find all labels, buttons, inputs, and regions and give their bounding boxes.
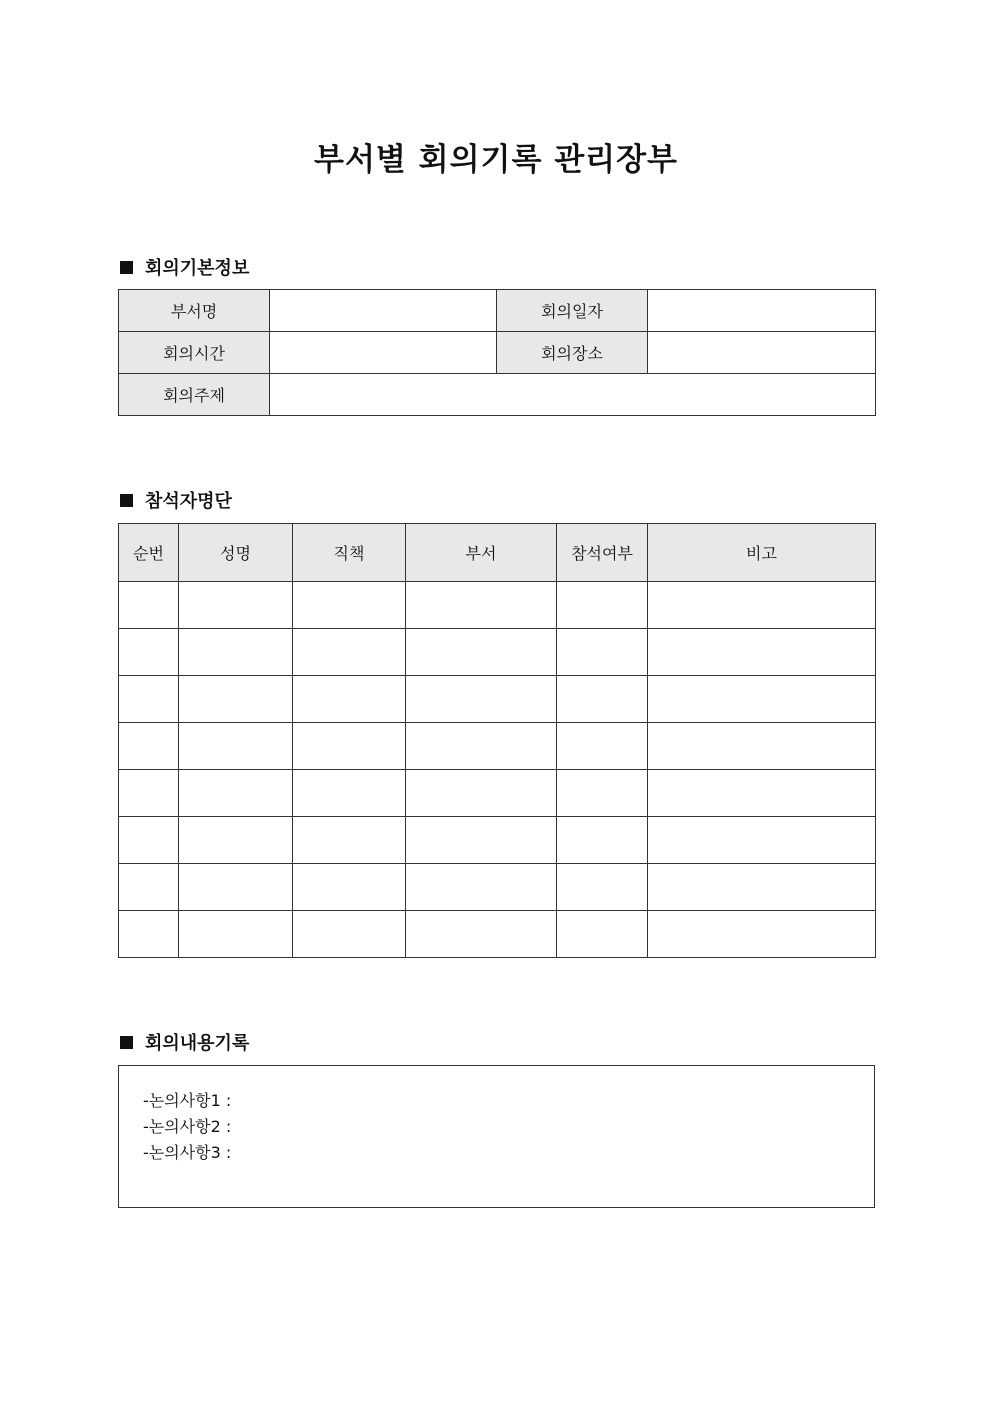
- position-cell[interactable]: [293, 629, 406, 676]
- name-cell[interactable]: [179, 582, 293, 629]
- attendance-cell[interactable]: [557, 817, 648, 864]
- number-cell[interactable]: [119, 676, 179, 723]
- table-row: [119, 332, 876, 374]
- discussion-item-1: -논의사항1 :: [143, 1091, 232, 1110]
- department-label: 부서명: [119, 290, 270, 332]
- remarks-cell[interactable]: [648, 723, 876, 770]
- meeting-content-heading-text: 회의내용기록: [145, 1033, 250, 1054]
- department-cell[interactable]: [406, 817, 557, 864]
- name-cell[interactable]: [179, 817, 293, 864]
- number-cell[interactable]: [119, 911, 179, 958]
- remarks-cell[interactable]: [648, 911, 876, 958]
- basic-info-heading: [120, 254, 249, 280]
- position-cell[interactable]: [293, 864, 406, 911]
- meeting-date-field[interactable]: [648, 290, 876, 332]
- column-header-department: 부서: [406, 524, 557, 582]
- document-title: 부서별 회의기록 관리장부: [314, 142, 678, 178]
- table-row: [119, 817, 876, 864]
- department-cell[interactable]: [406, 723, 557, 770]
- meeting-content-box[interactable]: [118, 1065, 875, 1208]
- square-bullet-icon: [120, 261, 133, 274]
- remarks-cell[interactable]: [648, 629, 876, 676]
- table-row: [119, 864, 876, 911]
- attendance-cell[interactable]: [557, 629, 648, 676]
- attendance-cell[interactable]: [557, 723, 648, 770]
- number-cell[interactable]: [119, 582, 179, 629]
- meeting-subject-field[interactable]: [270, 374, 876, 416]
- table-row: [119, 911, 876, 958]
- remarks-cell[interactable]: [648, 770, 876, 817]
- number-cell[interactable]: [119, 629, 179, 676]
- position-cell[interactable]: [293, 676, 406, 723]
- department-cell[interactable]: [406, 582, 557, 629]
- position-cell[interactable]: [293, 770, 406, 817]
- square-bullet-icon: [120, 1036, 133, 1049]
- position-cell[interactable]: [293, 723, 406, 770]
- remarks-cell[interactable]: [648, 582, 876, 629]
- department-cell[interactable]: [406, 911, 557, 958]
- attendance-cell[interactable]: [557, 770, 648, 817]
- number-cell[interactable]: [119, 723, 179, 770]
- meeting-place-field[interactable]: [648, 332, 876, 374]
- table-row: [119, 770, 876, 817]
- meeting-time-label: 회의시간: [119, 332, 270, 374]
- department-field[interactable]: [270, 290, 497, 332]
- meeting-date-label: 회의일자: [497, 290, 648, 332]
- attendance-cell[interactable]: [557, 676, 648, 723]
- attendees-table: [118, 523, 876, 958]
- position-cell[interactable]: [293, 911, 406, 958]
- meeting-content-heading: [120, 1029, 249, 1055]
- name-cell[interactable]: [179, 676, 293, 723]
- meeting-subject-label: 회의주제: [119, 374, 270, 416]
- department-cell[interactable]: [406, 864, 557, 911]
- column-header-attendance: 참석여부: [557, 524, 648, 582]
- attendees-heading: [120, 487, 232, 513]
- attendees-heading-text: 참석자명단: [145, 491, 232, 512]
- position-cell[interactable]: [293, 817, 406, 864]
- attendance-cell[interactable]: [557, 864, 648, 911]
- table-row: [119, 290, 876, 332]
- basic-info-table: [118, 289, 876, 416]
- attendance-cell[interactable]: [557, 911, 648, 958]
- column-header-remarks: 비고: [648, 524, 876, 582]
- remarks-cell[interactable]: [648, 676, 876, 723]
- table-row: [119, 582, 876, 629]
- number-cell[interactable]: [119, 817, 179, 864]
- meeting-place-label: 회의장소: [497, 332, 648, 374]
- department-cell[interactable]: [406, 629, 557, 676]
- name-cell[interactable]: [179, 911, 293, 958]
- attendance-cell[interactable]: [557, 582, 648, 629]
- name-cell[interactable]: [179, 629, 293, 676]
- name-cell[interactable]: [179, 723, 293, 770]
- name-cell[interactable]: [179, 864, 293, 911]
- table-row: [119, 676, 876, 723]
- column-header-position: 직책: [293, 524, 406, 582]
- table-row: [119, 629, 876, 676]
- table-row: [119, 374, 876, 416]
- remarks-cell[interactable]: [648, 817, 876, 864]
- discussion-item-3: -논의사항3 :: [143, 1143, 232, 1162]
- basic-info-heading-text: 회의기본정보: [145, 258, 250, 279]
- meeting-time-field[interactable]: [270, 332, 497, 374]
- column-header-name: 성명: [179, 524, 293, 582]
- table-row: [119, 723, 876, 770]
- number-cell[interactable]: [119, 864, 179, 911]
- table-header-row: [119, 524, 876, 582]
- department-cell[interactable]: [406, 770, 557, 817]
- remarks-cell[interactable]: [648, 864, 876, 911]
- discussion-item-2: -논의사항2 :: [143, 1117, 232, 1136]
- name-cell[interactable]: [179, 770, 293, 817]
- column-header-number: 순번: [119, 524, 179, 582]
- number-cell[interactable]: [119, 770, 179, 817]
- position-cell[interactable]: [293, 582, 406, 629]
- department-cell[interactable]: [406, 676, 557, 723]
- square-bullet-icon: [120, 494, 133, 507]
